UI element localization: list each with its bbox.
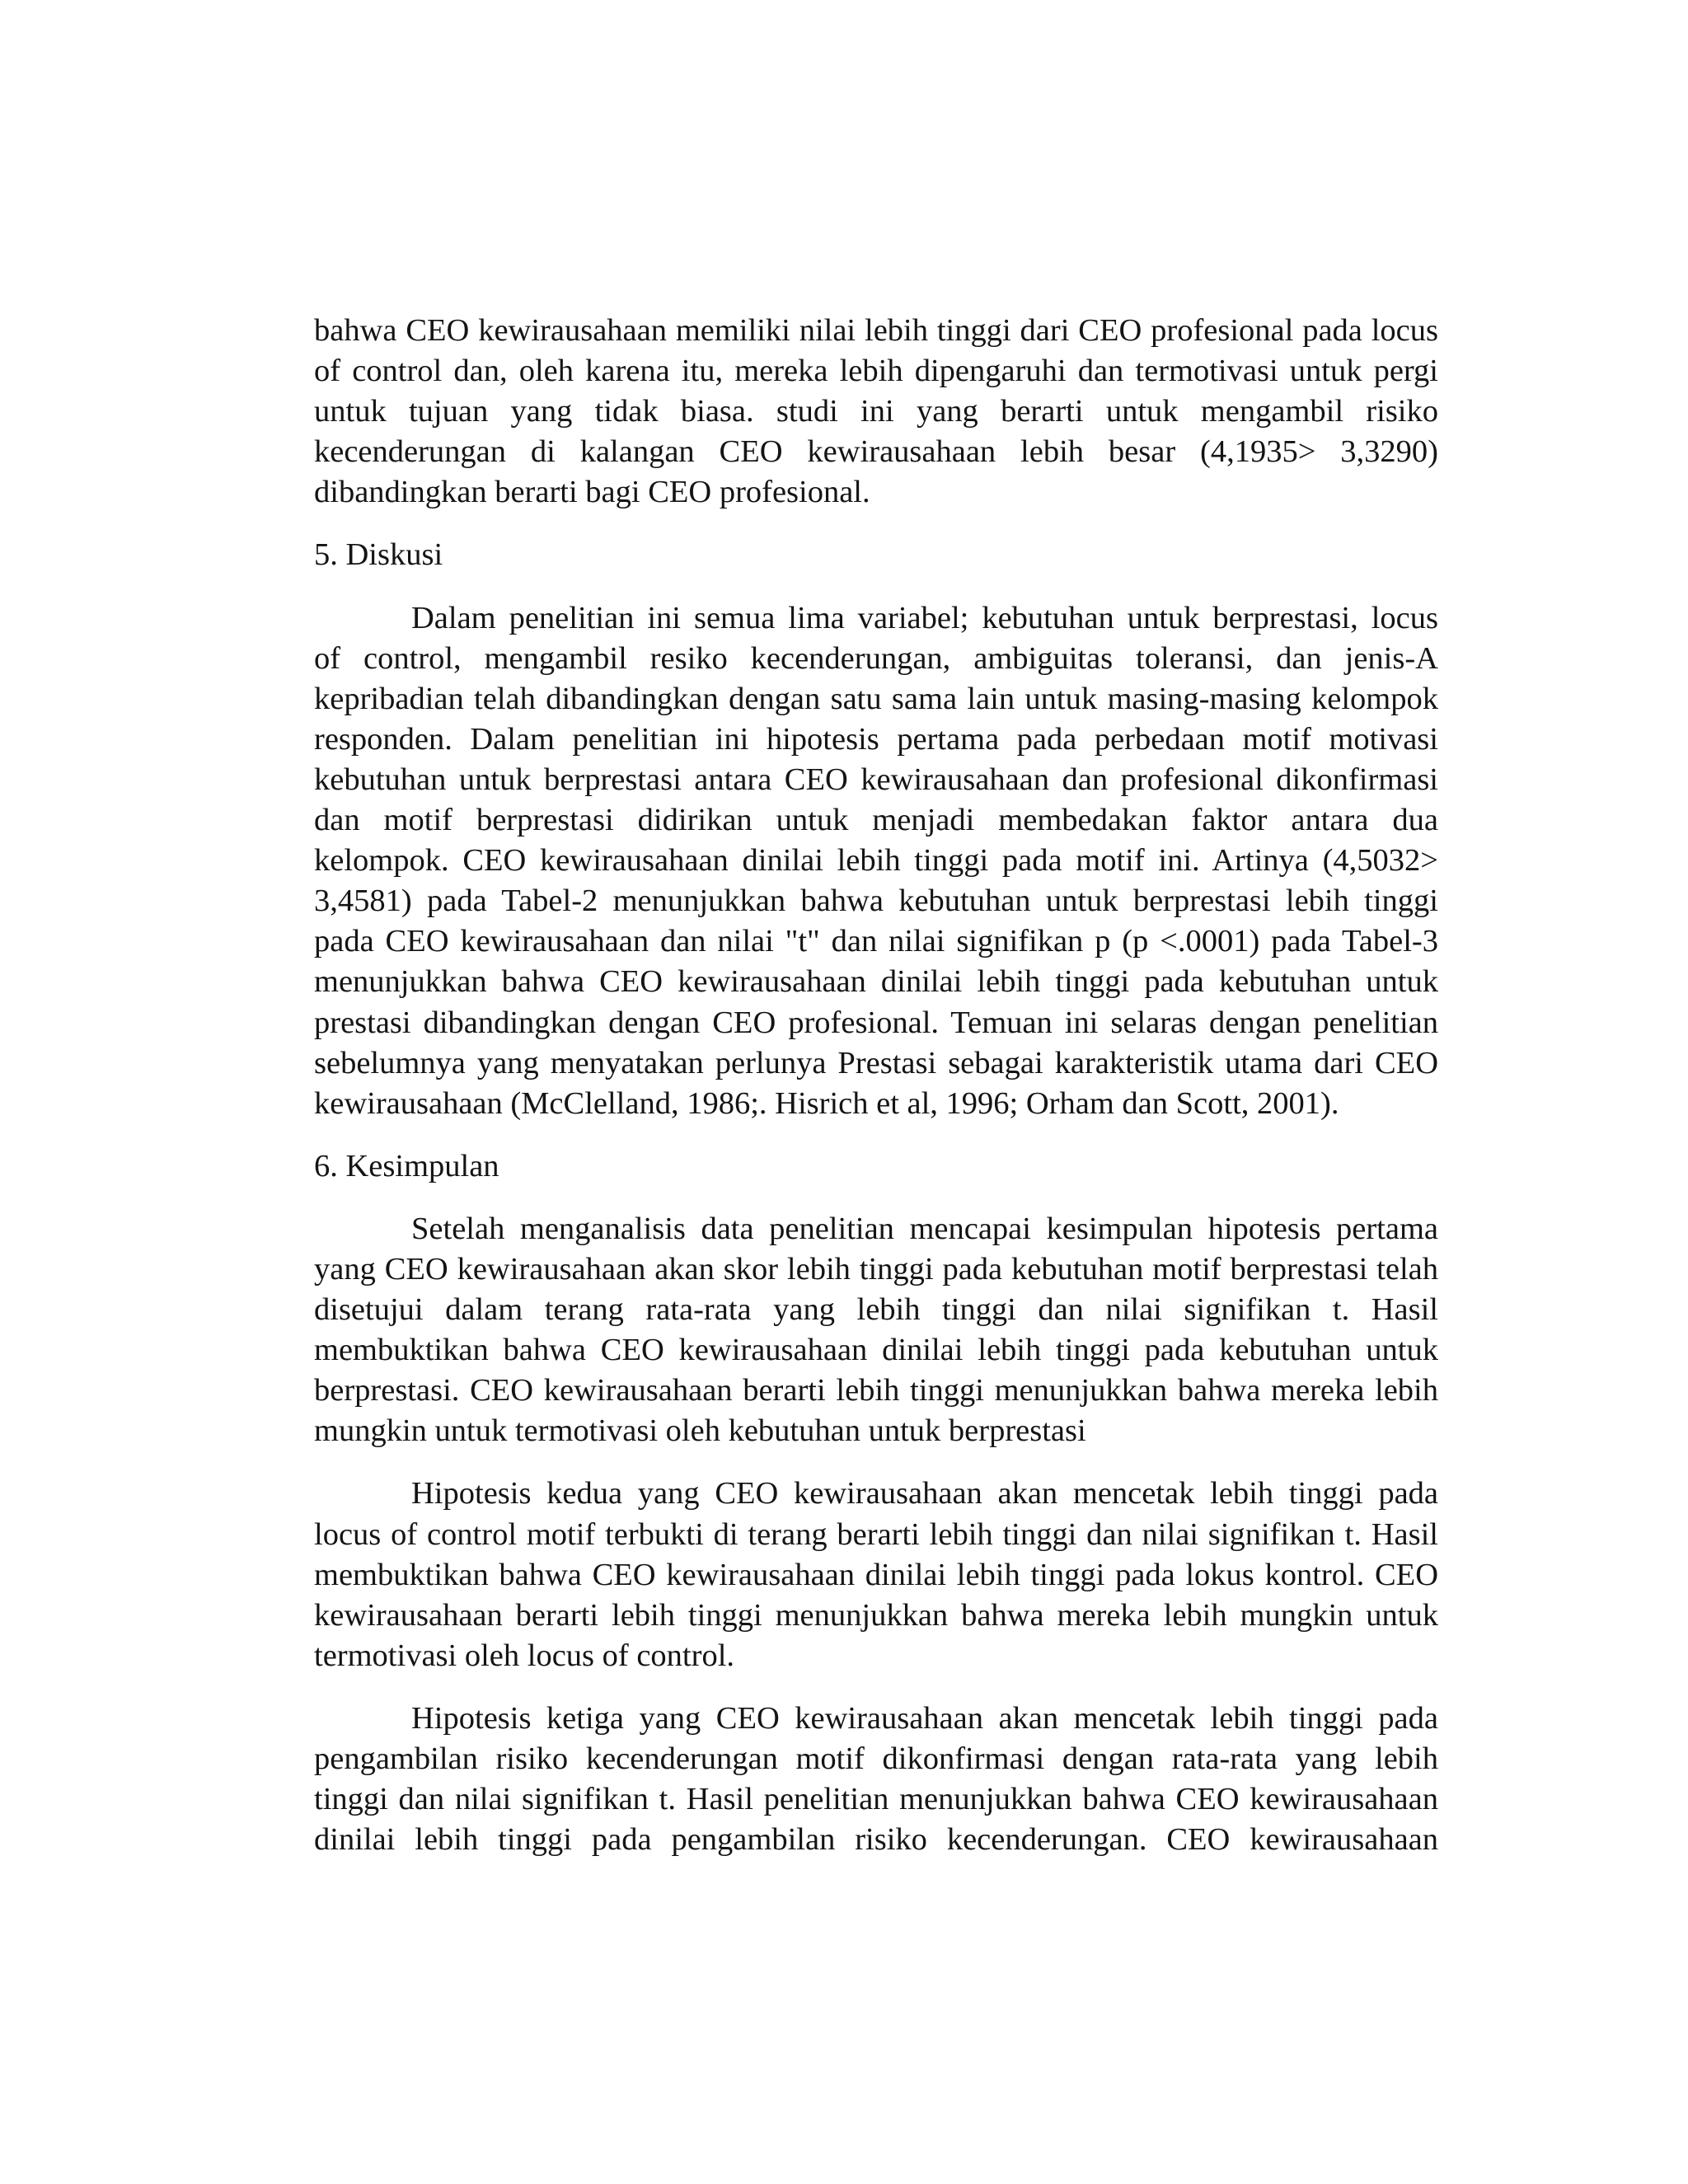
paragraph-line: dibandingkan berarti bagi CEO profesional. bbox=[314, 475, 870, 510]
paragraph-line: termotivasi oleh locus of control. bbox=[314, 1638, 735, 1673]
paragraph-line: bahwa CEO kewirausahaan memiliki nilai lebih tinggi dari CEO profesional pada locus bbox=[314, 313, 1438, 348]
paragraph-line: membuktikan bahwa CEO kewirausahaan dinilai lebih tinggi pada lokus kontrol. CEO bbox=[314, 1557, 1438, 1592]
paragraph-line: mungkin untuk termotivasi oleh kebutuhan untuk berprestasi bbox=[314, 1413, 1086, 1449]
paragraph-line: kelompok. CEO kewirausahaan dinilai lebih tinggi pada motif ini. Artinya (4,5032> bbox=[314, 843, 1438, 879]
paragraph-line: yang CEO kewirausahaan akan skor lebih tinggi pada kebutuhan motif berprestasi telah bbox=[314, 1251, 1438, 1286]
paragraph-line: dinilai lebih tinggi pada pengambilan risiko kecenderungan. CEO kewirausahaan bbox=[314, 1822, 1438, 1858]
paragraph-line: sebelumnya yang menyatakan perlunya Prestasi sebagai karakteristik utama dari CEO bbox=[314, 1045, 1438, 1080]
paragraph-line: Hipotesis kedua yang CEO kewirausahaan akan mencetak lebih tinggi pada bbox=[411, 1476, 1438, 1511]
paragraph-line: of control, mengambil resiko kecenderungan, ambiguitas toleransi, dan jenis-A bbox=[314, 640, 1438, 676]
paragraph-line: locus of control motif terbukti di terang berarti lebih tinggi dan nilai signifikan t. Hasil bbox=[314, 1516, 1438, 1552]
paragraph-line: Hipotesis ketiga yang CEO kewirausahaan akan mencetak lebih tinggi pada bbox=[411, 1700, 1438, 1736]
paragraph-line: Dalam penelitian ini semua lima variabel; kebutuhan untuk berprestasi, locus bbox=[411, 600, 1438, 635]
paragraph-line: kecenderungan di kalangan CEO kewirausahaan lebih besar (4,1935> 3,3290) bbox=[314, 434, 1438, 470]
paragraph-line: dan motif berprestasi didirikan untuk menjadi membedakan faktor antara dua bbox=[314, 803, 1438, 838]
paragraph-line: membuktikan bahwa CEO kewirausahaan dinilai lebih tinggi pada kebutuhan untuk bbox=[314, 1333, 1438, 1368]
paragraph-line: berprestasi. CEO kewirausahaan berarti lebih tinggi menunjukkan bahwa mereka lebih bbox=[314, 1373, 1438, 1408]
paragraph-kesimpulan-1 bbox=[314, 1209, 1438, 1452]
section-heading-kesimpulan bbox=[314, 1146, 1438, 1187]
paragraph-line: pengambilan risiko kecenderungan motif dikonfirmasi dengan rata-rata yang lebih bbox=[314, 1741, 1438, 1776]
paragraph-line: of control dan, oleh karena itu, mereka lebih dipengaruhi dan termotivasi untuk pergi bbox=[314, 354, 1438, 389]
paragraph-line: prestasi dibandingkan dengan CEO profesional. Temuan ini selaras dengan penelitian bbox=[314, 1005, 1438, 1040]
paragraph-diskusi bbox=[314, 598, 1438, 1124]
paragraph-kesimpulan-3 bbox=[314, 1699, 1438, 1860]
section-heading-text: 5. Diskusi bbox=[314, 537, 443, 573]
paragraph-continued bbox=[314, 311, 1438, 513]
paragraph-line: pada CEO kewirausahaan dan nilai "t" dan nilai signifikan p (p <.0001) pada Tabel-3 bbox=[314, 924, 1438, 959]
paragraph-line: kewirausahaan (McClelland, 1986;. Hisrich et al, 1996; Orham dan Scott, 2001). bbox=[314, 1085, 1339, 1121]
paragraph-line: tinggi dan nilai signifikan t. Hasil penelitian menunjukkan bahwa CEO kewirausahaan bbox=[314, 1782, 1438, 1817]
paragraph-line: Setelah menganalisis data penelitian mencapai kesimpulan hipotesis pertama bbox=[411, 1211, 1438, 1246]
paragraph-line: untuk tujuan yang tidak biasa. studi ini yang berarti untuk mengambil risiko bbox=[314, 394, 1438, 429]
paragraph-line: kepribadian telah dibandingkan dengan satu sama lain untuk masing-masing kelompok bbox=[314, 681, 1438, 716]
section-heading-diskusi bbox=[314, 535, 1438, 575]
paragraph-line: menunjukkan bahwa CEO kewirausahaan dinilai lebih tinggi pada kebutuhan untuk bbox=[314, 964, 1438, 1000]
paragraph-line: kewirausahaan berarti lebih tinggi menunjukkan bahwa mereka lebih mungkin untuk bbox=[314, 1597, 1438, 1633]
paragraph-line: 3,4581) pada Tabel-2 menunjukkan bahwa kebutuhan untuk berprestasi lebih tinggi bbox=[314, 883, 1438, 919]
paragraph-line: responden. Dalam penelitian ini hipotesis pertama pada perbedaan motif motivasi bbox=[314, 721, 1438, 757]
section-heading-text: 6. Kesimpulan bbox=[314, 1148, 499, 1183]
paragraph-kesimpulan-2 bbox=[314, 1474, 1438, 1675]
paragraph-line: kebutuhan untuk berprestasi antara CEO kewirausahaan dan profesional dikonfirmasi bbox=[314, 762, 1438, 797]
paragraph-line: disetujui dalam terang rata-rata yang lebih tinggi dan nilai signifikan t. Hasil bbox=[314, 1292, 1438, 1328]
document-body bbox=[314, 311, 1438, 1882]
